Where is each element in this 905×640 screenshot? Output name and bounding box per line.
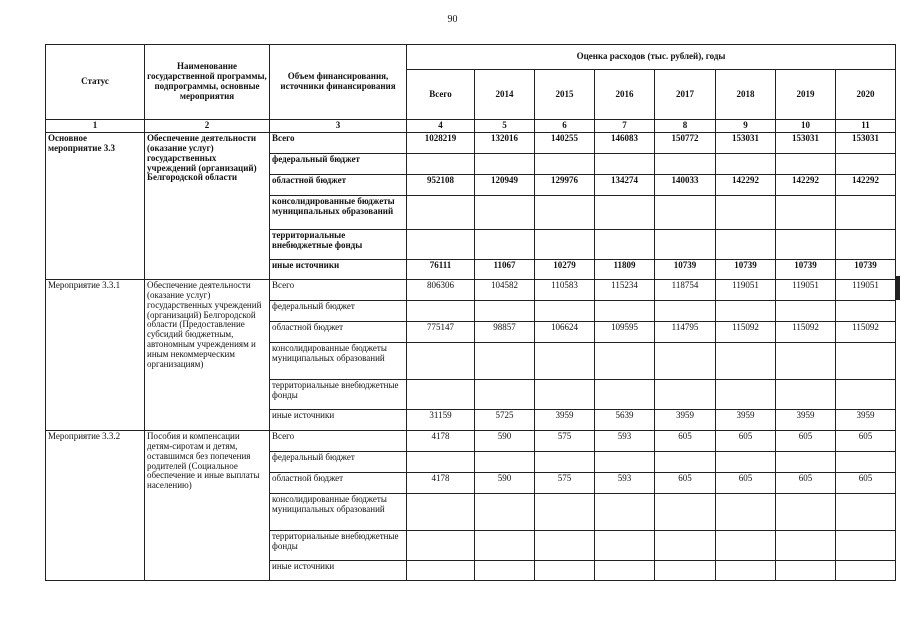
amount-cell: 118754 bbox=[655, 279, 716, 300]
amount-cell: 142292 bbox=[716, 174, 776, 195]
amount-cell: 31159 bbox=[407, 409, 475, 430]
amount-cell bbox=[595, 229, 655, 259]
amount-cell bbox=[836, 493, 896, 530]
amount-cell: 132016 bbox=[475, 132, 535, 153]
amount-cell bbox=[716, 195, 776, 229]
amount-cell bbox=[776, 195, 836, 229]
amount-cell bbox=[655, 195, 716, 229]
column-number: 10 bbox=[776, 120, 836, 133]
financing-source-cell: федеральный бюджет bbox=[270, 300, 407, 321]
header-status: Статус bbox=[46, 45, 145, 120]
amount-cell: 575 bbox=[535, 472, 595, 493]
program-name-cell: Пособия и компенсации детям-сиротам и детям, оставшимся без попечения родителей (Социальное обеспечение и иные выплаты населению) bbox=[145, 430, 270, 580]
column-number: 7 bbox=[595, 120, 655, 133]
table-body bbox=[46, 132, 896, 580]
amount-cell bbox=[655, 342, 716, 379]
amount-cell bbox=[716, 229, 776, 259]
amount-cell: 1028219 bbox=[407, 132, 475, 153]
status-cell: Основное мероприятие 3.3 bbox=[46, 132, 145, 279]
amount-cell bbox=[535, 530, 595, 560]
amount-cell: 110583 bbox=[535, 279, 595, 300]
amount-cell: 605 bbox=[776, 472, 836, 493]
financing-source-cell: областной бюджет bbox=[270, 472, 407, 493]
amount-cell bbox=[407, 153, 475, 174]
column-number: 8 bbox=[655, 120, 716, 133]
amount-cell bbox=[776, 300, 836, 321]
header-financing-source: Объем финансирования, источники финансирования bbox=[270, 45, 407, 120]
column-number: 3 bbox=[270, 120, 407, 133]
amount-cell: 120949 bbox=[475, 174, 535, 195]
amount-cell bbox=[595, 379, 655, 409]
financing-source-cell: областной бюджет bbox=[270, 174, 407, 195]
column-number: 1 bbox=[46, 120, 145, 133]
status-cell: Мероприятие 3.3.2 bbox=[46, 430, 145, 580]
amount-cell: 4178 bbox=[407, 430, 475, 451]
amount-cell bbox=[776, 451, 836, 472]
header-year: 2016 bbox=[595, 70, 655, 120]
header-year: 2019 bbox=[776, 70, 836, 120]
amount-cell bbox=[655, 451, 716, 472]
amount-cell: 4178 bbox=[407, 472, 475, 493]
amount-cell: 605 bbox=[836, 430, 896, 451]
amount-cell: 605 bbox=[655, 472, 716, 493]
amount-cell bbox=[776, 530, 836, 560]
amount-cell bbox=[776, 229, 836, 259]
amount-cell bbox=[475, 530, 535, 560]
amount-cell bbox=[407, 195, 475, 229]
amount-cell bbox=[535, 195, 595, 229]
amount-cell: 605 bbox=[716, 472, 776, 493]
amount-cell: 3959 bbox=[535, 409, 595, 430]
amount-cell: 3959 bbox=[716, 409, 776, 430]
financing-source-cell: федеральный бюджет bbox=[270, 451, 407, 472]
amount-cell bbox=[535, 300, 595, 321]
amount-cell: 10739 bbox=[776, 259, 836, 279]
financing-source-cell: консолидированные бюджеты муниципальных образований bbox=[270, 493, 407, 530]
amount-cell: 129976 bbox=[535, 174, 595, 195]
header-year: 2017 bbox=[655, 70, 716, 120]
amount-cell: 153031 bbox=[716, 132, 776, 153]
amount-cell: 140033 bbox=[655, 174, 716, 195]
amount-cell bbox=[836, 530, 896, 560]
amount-cell bbox=[535, 379, 595, 409]
financing-source-cell: территориальные внебюджетные фонды bbox=[270, 229, 407, 259]
header-expense-estimate: Оценка расходов (тыс. рублей), годы bbox=[407, 45, 896, 70]
amount-cell: 5725 bbox=[475, 409, 535, 430]
financing-source-cell: Всего bbox=[270, 279, 407, 300]
amount-cell bbox=[535, 342, 595, 379]
amount-cell bbox=[475, 451, 535, 472]
amount-cell: 593 bbox=[595, 430, 655, 451]
financing-source-cell: иные источники bbox=[270, 409, 407, 430]
financing-source-cell: территориальные внебюджетные фонды bbox=[270, 379, 407, 409]
table-row bbox=[46, 279, 896, 300]
amount-cell: 775147 bbox=[407, 321, 475, 342]
amount-cell bbox=[407, 493, 475, 530]
amount-cell: 605 bbox=[836, 472, 896, 493]
amount-cell bbox=[595, 530, 655, 560]
amount-cell bbox=[776, 153, 836, 174]
amount-cell: 3959 bbox=[836, 409, 896, 430]
amount-cell bbox=[716, 342, 776, 379]
amount-cell bbox=[535, 153, 595, 174]
amount-cell bbox=[836, 560, 896, 580]
amount-cell: 76111 bbox=[407, 259, 475, 279]
amount-cell bbox=[716, 560, 776, 580]
amount-cell: 140255 bbox=[535, 132, 595, 153]
scan-margin-mark bbox=[896, 276, 900, 300]
amount-cell bbox=[535, 493, 595, 530]
amount-cell: 3959 bbox=[655, 409, 716, 430]
amount-cell: 142292 bbox=[776, 174, 836, 195]
financing-source-cell: консолидированные бюджеты муниципальных образований bbox=[270, 195, 407, 229]
amount-cell bbox=[655, 560, 716, 580]
financing-source-cell: территориальные внебюджетные фонды bbox=[270, 530, 407, 560]
amount-cell: 115092 bbox=[836, 321, 896, 342]
amount-cell: 146083 bbox=[595, 132, 655, 153]
header-year: 2018 bbox=[716, 70, 776, 120]
amount-cell bbox=[475, 493, 535, 530]
amount-cell bbox=[595, 153, 655, 174]
header-year: 2014 bbox=[475, 70, 535, 120]
column-number: 6 bbox=[535, 120, 595, 133]
amount-cell bbox=[655, 493, 716, 530]
amount-cell: 115092 bbox=[776, 321, 836, 342]
amount-cell bbox=[475, 153, 535, 174]
amount-cell: 5639 bbox=[595, 409, 655, 430]
amount-cell bbox=[716, 451, 776, 472]
amount-cell bbox=[595, 560, 655, 580]
amount-cell bbox=[407, 229, 475, 259]
amount-cell: 150772 bbox=[655, 132, 716, 153]
amount-cell: 575 bbox=[535, 430, 595, 451]
amount-cell bbox=[475, 229, 535, 259]
amount-cell bbox=[407, 560, 475, 580]
amount-cell bbox=[535, 560, 595, 580]
financing-source-cell: Всего bbox=[270, 430, 407, 451]
amount-cell: 605 bbox=[655, 430, 716, 451]
amount-cell: 590 bbox=[475, 430, 535, 451]
amount-cell: 109595 bbox=[595, 321, 655, 342]
amount-cell bbox=[655, 530, 716, 560]
amount-cell: 806306 bbox=[407, 279, 475, 300]
amount-cell bbox=[407, 342, 475, 379]
column-number: 5 bbox=[475, 120, 535, 133]
amount-cell bbox=[836, 379, 896, 409]
status-cell: Мероприятие 3.3.1 bbox=[46, 279, 145, 430]
amount-cell bbox=[595, 451, 655, 472]
amount-cell: 10739 bbox=[716, 259, 776, 279]
amount-cell: 593 bbox=[595, 472, 655, 493]
amount-cell: 10279 bbox=[535, 259, 595, 279]
amount-cell bbox=[655, 379, 716, 409]
amount-cell bbox=[595, 300, 655, 321]
amount-cell bbox=[475, 342, 535, 379]
amount-cell bbox=[407, 530, 475, 560]
amount-cell bbox=[655, 300, 716, 321]
amount-cell bbox=[716, 493, 776, 530]
amount-cell: 590 bbox=[475, 472, 535, 493]
table-row bbox=[46, 430, 896, 451]
amount-cell bbox=[776, 560, 836, 580]
amount-cell: 115092 bbox=[716, 321, 776, 342]
amount-cell: 153031 bbox=[836, 132, 896, 153]
amount-cell bbox=[716, 300, 776, 321]
amount-cell: 142292 bbox=[836, 174, 896, 195]
amount-cell: 114795 bbox=[655, 321, 716, 342]
financing-source-cell: иные источники bbox=[270, 259, 407, 279]
financing-source-cell: консолидированные бюджеты муниципальных образований bbox=[270, 342, 407, 379]
amount-cell: 11067 bbox=[475, 259, 535, 279]
column-number: 11 bbox=[836, 120, 896, 133]
amount-cell: 952108 bbox=[407, 174, 475, 195]
table-row bbox=[46, 132, 896, 153]
amount-cell bbox=[776, 342, 836, 379]
amount-cell bbox=[836, 153, 896, 174]
amount-cell bbox=[716, 153, 776, 174]
amount-cell: 115234 bbox=[595, 279, 655, 300]
amount-cell bbox=[776, 379, 836, 409]
amount-cell bbox=[595, 342, 655, 379]
amount-cell: 10739 bbox=[655, 259, 716, 279]
amount-cell bbox=[535, 229, 595, 259]
amount-cell: 104582 bbox=[475, 279, 535, 300]
amount-cell bbox=[407, 451, 475, 472]
amount-cell: 134274 bbox=[595, 174, 655, 195]
amount-cell bbox=[407, 379, 475, 409]
amount-cell: 153031 bbox=[776, 132, 836, 153]
amount-cell: 605 bbox=[716, 430, 776, 451]
amount-cell bbox=[475, 560, 535, 580]
amount-cell bbox=[716, 530, 776, 560]
amount-cell bbox=[475, 379, 535, 409]
column-number: 9 bbox=[716, 120, 776, 133]
program-name-cell: Обеспечение деятельности (оказание услуг) государственных учреждений (организаций) Белгородской области bbox=[145, 132, 270, 279]
amount-cell: 106624 bbox=[535, 321, 595, 342]
column-number: 2 bbox=[145, 120, 270, 133]
amount-cell bbox=[655, 153, 716, 174]
amount-cell bbox=[595, 195, 655, 229]
amount-cell bbox=[776, 493, 836, 530]
page-number: 90 bbox=[447, 14, 458, 25]
amount-cell: 119051 bbox=[716, 279, 776, 300]
amount-cell bbox=[836, 342, 896, 379]
program-name-cell: Обеспечение деятельности (оказание услуг) государственных учреждений (организаций) Белгородской области (Предоставление субсидий бюджетным, автономным учреждениям и иным некоммерческим организациям) bbox=[145, 279, 270, 430]
amount-cell: 10739 bbox=[836, 259, 896, 279]
financing-source-cell: иные источники bbox=[270, 560, 407, 580]
amount-cell bbox=[475, 195, 535, 229]
amount-cell bbox=[836, 451, 896, 472]
amount-cell bbox=[836, 195, 896, 229]
amount-cell bbox=[535, 451, 595, 472]
amount-cell bbox=[655, 229, 716, 259]
header-year: Всего bbox=[407, 70, 475, 120]
amount-cell: 11809 bbox=[595, 259, 655, 279]
header-year: 2015 bbox=[535, 70, 595, 120]
column-number: 4 bbox=[407, 120, 475, 133]
amount-cell bbox=[836, 229, 896, 259]
financing-source-cell: областной бюджет bbox=[270, 321, 407, 342]
header-year: 2020 bbox=[836, 70, 896, 120]
amount-cell bbox=[716, 379, 776, 409]
amount-cell bbox=[475, 300, 535, 321]
amount-cell: 119051 bbox=[836, 279, 896, 300]
amount-cell: 98857 bbox=[475, 321, 535, 342]
amount-cell bbox=[836, 300, 896, 321]
amount-cell: 119051 bbox=[776, 279, 836, 300]
amount-cell bbox=[595, 493, 655, 530]
financing-source-cell: Всего bbox=[270, 132, 407, 153]
amount-cell: 3959 bbox=[776, 409, 836, 430]
header-program-name: Наименование государственной программы, подпрограммы, основные мероприятия bbox=[145, 45, 270, 120]
budget-table bbox=[45, 44, 896, 581]
amount-cell bbox=[407, 300, 475, 321]
financing-source-cell: федеральный бюджет bbox=[270, 153, 407, 174]
amount-cell: 605 bbox=[776, 430, 836, 451]
